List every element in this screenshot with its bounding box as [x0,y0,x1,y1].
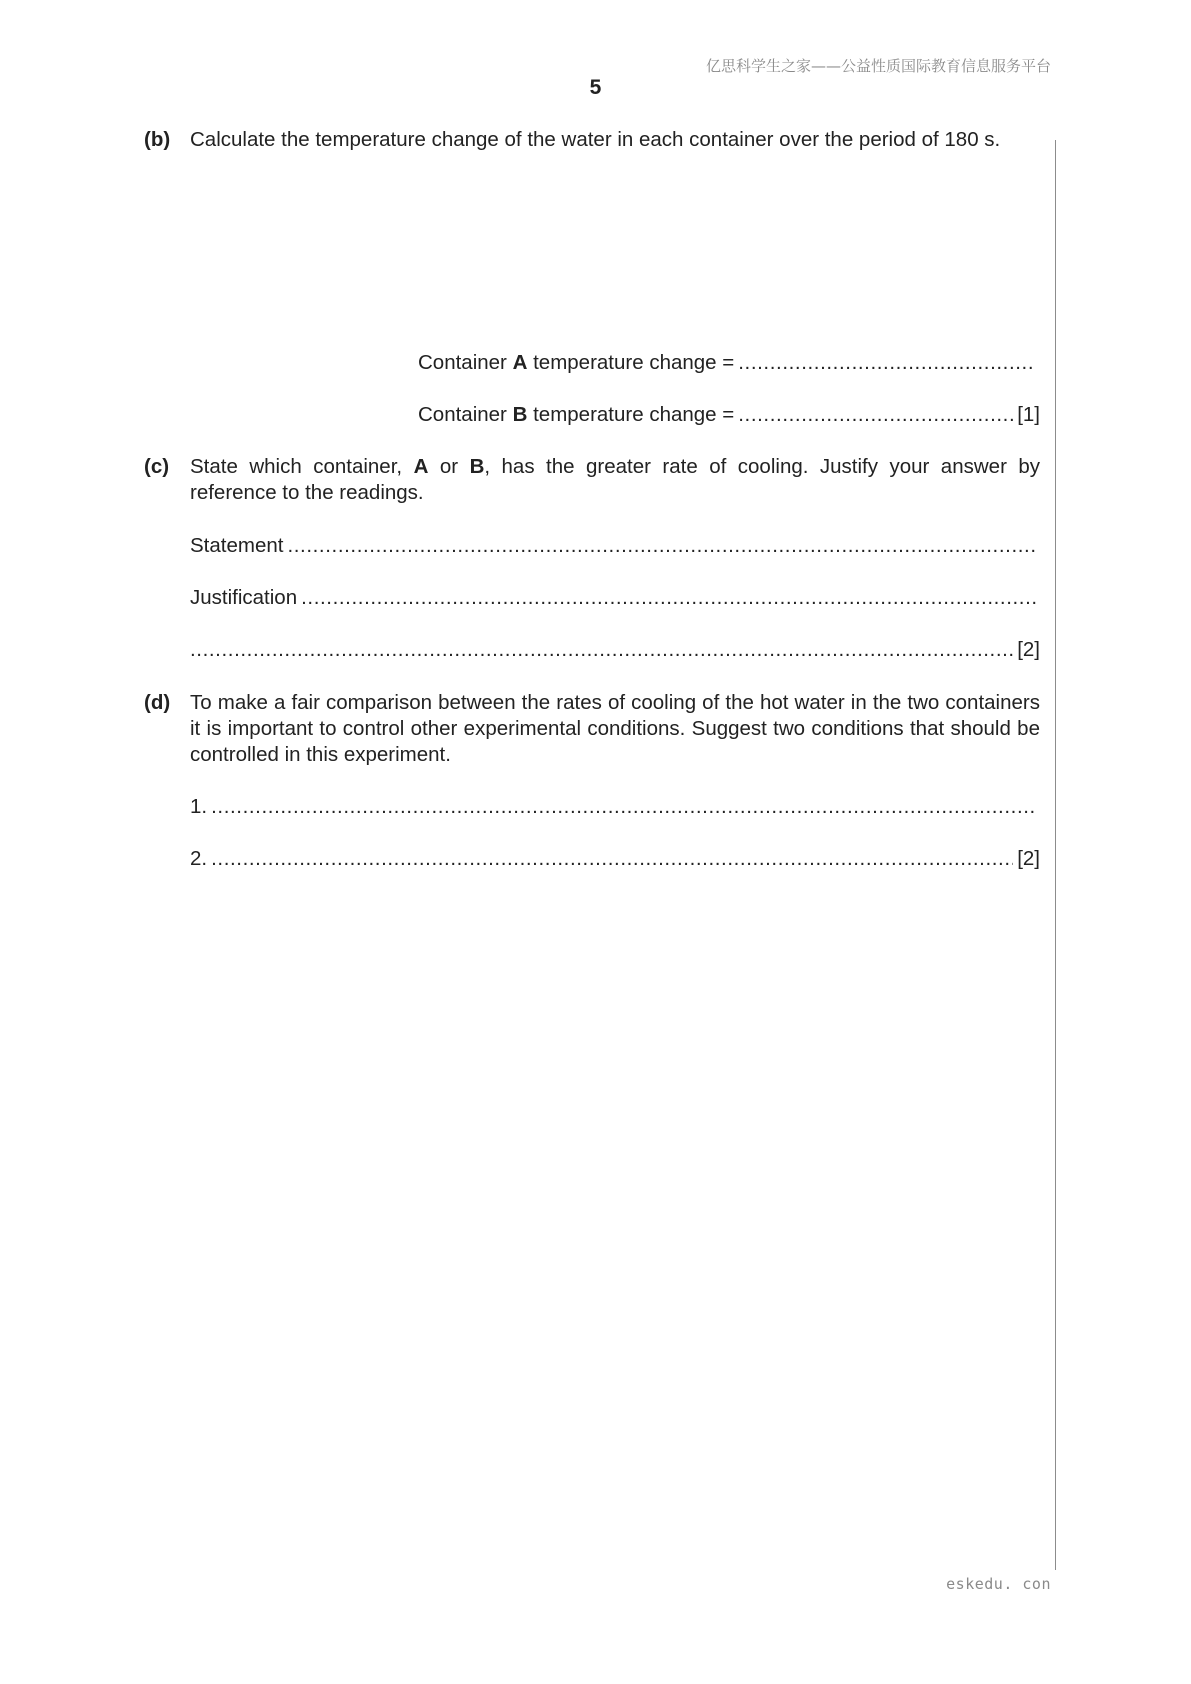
condition-1-line [190,794,1040,820]
container-a-label: Container A temperature change = [418,351,735,374]
part-d-label: (d) [144,691,171,714]
statement-line [190,533,1040,559]
statement-answer-field[interactable] [287,533,1036,559]
justification-line [190,585,1040,611]
condition-2-label: 2. [190,847,208,870]
justification-answer-field[interactable] [301,585,1036,611]
container-a-answer-field[interactable] [738,350,1036,376]
condition-1-answer-field[interactable] [211,794,1036,820]
watermark-text: 亿思科学生之家——公益性质国际教育信息服务平台 [705,57,1051,75]
footer-site-text: eskedu. con [946,1575,1051,1593]
part-c-label: (c) [144,455,170,478]
part-d-question: To make a fair comparison between the rates of cooling of the hot water in the two containers it is important to control other experimental conditions. Suggest two conditions that should be controlled in this experiment. [190,691,1040,766]
part-b-marks: [1] [1017,403,1040,426]
statement-label: Statement [190,534,284,557]
part-d-marks: [2] [1017,847,1040,870]
container-b-answer-field[interactable] [738,402,1013,428]
container-a-answer-line [418,350,1040,376]
container-b-label: Container B temperature change = [418,403,735,426]
condition-2-answer-field[interactable] [211,846,1013,872]
part-b-label: (b) [144,128,171,151]
justification-label: Justification [190,586,298,609]
justification-continuation-line [190,637,1040,663]
container-b-answer-line [418,402,1040,428]
justification-continuation-field[interactable] [190,637,1013,663]
page-number: 5 [589,76,602,99]
margin-rule [1055,140,1056,1570]
part-c-marks: [2] [1017,638,1040,661]
condition-2-line [190,846,1040,872]
part-c-question: State which container, A or B, has the greater rate of cooling. Justify your answer by reference to the readings. [190,455,1041,504]
part-b-question: Calculate the temperature change of the water in each container over the period of 180 s. [190,128,1001,151]
condition-1-label: 1. [190,795,208,818]
